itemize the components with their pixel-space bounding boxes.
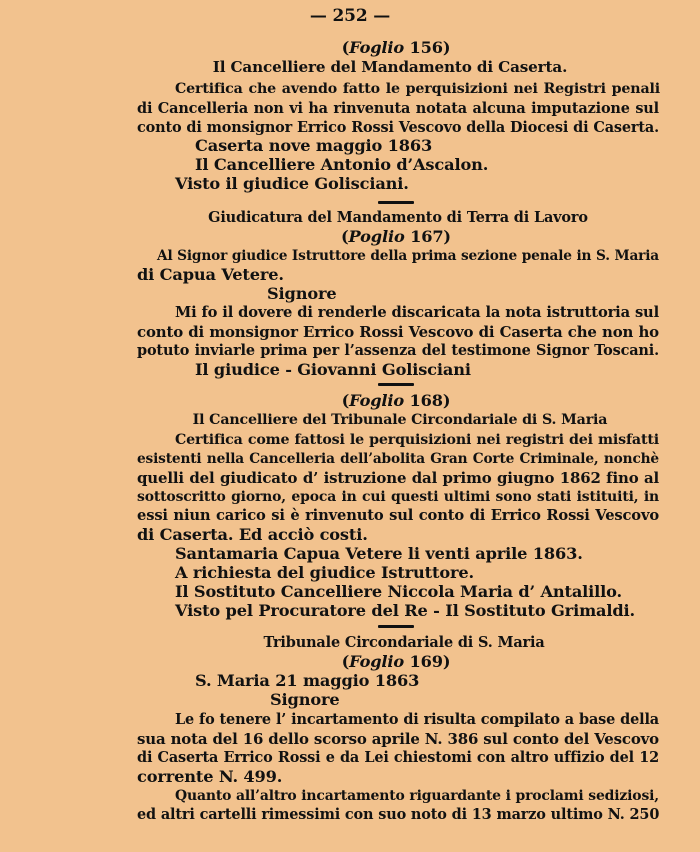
text-line: Il Sostituto Cancelliere Niccola Maria d’ Antalillo. xyxy=(175,582,623,601)
text-line: Visto il giudice Golisciani. xyxy=(175,174,409,193)
text-line: conto di monsignor Errico Rossi Vescovo di Caserta che non ho xyxy=(137,323,659,341)
text-line: Il Cancelliere del Mandamento di Caserta. xyxy=(212,58,568,76)
text-line: ed altri cartelli rimessimi con suo noto di 13 marzo ultimo N. 250 xyxy=(137,806,660,823)
text-line: di Caserta Errico Rossi e da Lei chiestomi con altro uffizio del 12 xyxy=(137,749,659,766)
text-line: di Capua Vetere. xyxy=(137,265,284,284)
folio-156: (Foglio 156) xyxy=(341,38,451,57)
text-line: corrente N. 499. xyxy=(137,767,283,786)
section-divider xyxy=(378,201,414,204)
text-line: Signore xyxy=(270,690,340,709)
text-line: Santamaria Capua Vetere li venti aprile 1863. xyxy=(175,544,583,563)
text-line: sua nota del 16 dello scorso aprile N. 386 sul conto del Vescovo xyxy=(137,730,659,748)
text-line: Caserta nove maggio 1863 xyxy=(195,136,433,155)
text-line: A richiesta del giudice Istruttore. xyxy=(175,563,474,582)
section-divider xyxy=(378,625,414,628)
text-line: Al Signor giudice Istruttore della prima sezione penale in S. Maria xyxy=(157,248,659,264)
section-heading: Tribunale Circondariale di S. Maria xyxy=(263,634,545,651)
section-divider xyxy=(378,383,414,386)
text-line: Certifica come fattosi le perquisizioni nei registri dei misfatti xyxy=(175,432,659,448)
text-line: sottoscritto giorno, epoca in cui questi ultimi sono stati istituiti, in xyxy=(137,489,659,505)
text-line: conto di monsignor Errico Rossi Vescovo della Diocesi di Caserta. xyxy=(137,119,659,136)
page-number: — 252 — xyxy=(309,6,391,26)
text-line: Mi fo il dovere di renderle discaricata la nota istruttoria sul xyxy=(175,304,660,321)
text-line: Quanto all’altro incartamento riguardante i proclami sediziosi, xyxy=(175,788,659,804)
folio-167: (Poglio 167) xyxy=(341,227,451,246)
text-line: Il Cancelliere Antonio d’Ascalon. xyxy=(195,155,489,174)
section-heading: Giudicatura del Mandamento di Terra di Lavoro xyxy=(208,209,588,226)
text-line: potuto inviarle prima per l’assenza del testimone Signor Toscani. xyxy=(137,342,659,359)
text-line: di Cancelleria non vi ha rinvenuta notata alcuna imputazione sul xyxy=(137,100,659,117)
text-line: di Caserta. Ed acciò costi. xyxy=(137,525,368,544)
text-line: Certifica che avendo fatto le perquisizioni nei Registri penali xyxy=(175,81,660,97)
text-line: Signore xyxy=(267,284,337,303)
text-line: Le fo tenere l’ incartamento di risulta compilato a base della xyxy=(175,711,659,728)
text-line: essi niun carico si è rinvenuto sul conto di Errico Rossi Vescovo xyxy=(137,507,659,524)
text-line: quelli del giudicato d’ istruzione dal primo giugno 1862 fino al xyxy=(137,469,659,487)
text-line: Il giudice - Giovanni Golisciani xyxy=(195,360,471,379)
folio-169: (Foglio 169) xyxy=(341,652,451,671)
text-line: Il Cancelliere del Tribunale Circondariale di S. Maria xyxy=(192,412,608,428)
text-line: esistenti nella Cancelleria dell’abolita Gran Corte Criminale, nonchè xyxy=(137,451,659,467)
folio-168: (Foglio 168) xyxy=(341,391,451,410)
text-line: S. Maria 21 maggio 1863 xyxy=(195,671,420,690)
text-line: Visto pel Procuratore del Re - Il Sostituto Grimaldi. xyxy=(175,601,636,620)
